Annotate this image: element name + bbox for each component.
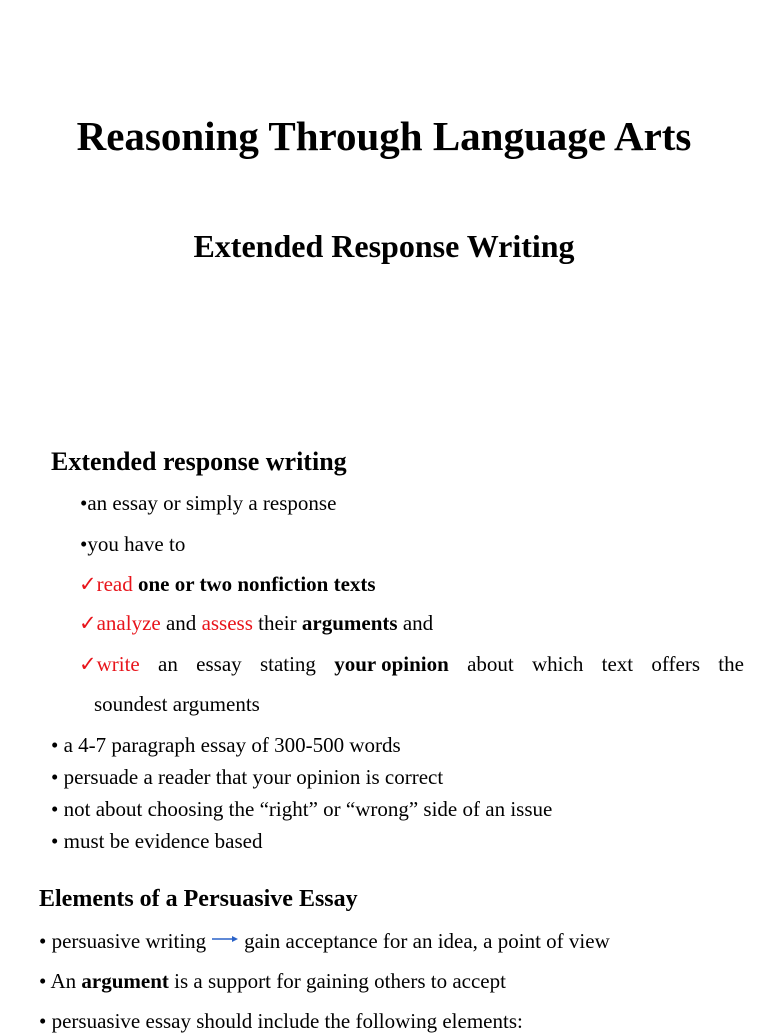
bullet-icon: • [39, 929, 47, 953]
check-item-write-continued: soundest arguments [94, 692, 260, 716]
list-item: • An argument is a support for gaining others to accept [39, 969, 506, 993]
list-item: • persuade a reader that your opinion is correct [51, 765, 444, 789]
check-item-write: ✓write an essay stating your opinion about which text offers the [79, 652, 744, 676]
list-item: • persuasive essay should include the following elements: [39, 1009, 523, 1033]
checkmark-icon: ✓ [79, 652, 97, 676]
list-item: • a 4-7 paragraph essay of 300-500 words [51, 733, 401, 757]
list-item: • must be evidence based [51, 829, 263, 853]
bullet-icon: • [39, 1009, 47, 1033]
checkmark-icon: ✓ [79, 611, 97, 635]
bullet-icon: • [51, 765, 59, 789]
arrow-right-icon [212, 934, 238, 944]
list-item: •you have to [80, 532, 186, 556]
bullet-icon: • [39, 969, 47, 993]
section-heading-persuasive-elements: Elements of a Persuasive Essay [39, 886, 358, 912]
check-item-analyze: ✓analyze and assess their arguments and [79, 611, 434, 635]
list-item: •an essay or simply a response [80, 491, 337, 515]
bullet-icon: • [80, 491, 88, 515]
page-title: Reasoning Through Language Arts [76, 113, 692, 159]
list-item: • persuasive writing gain acceptance for an idea, a point of view [39, 929, 610, 953]
list-item: • not about choosing the “right” or “wrong” side of an issue [51, 797, 553, 821]
section-heading-extended-response: Extended response writing [51, 447, 347, 476]
bullet-icon: • [80, 532, 88, 556]
checkmark-icon: ✓ [79, 572, 97, 596]
bullet-icon: • [51, 829, 59, 853]
bullet-icon: • [51, 733, 59, 757]
check-item-read: ✓read one or two nonfiction texts [79, 572, 376, 596]
page-subtitle: Extended Response Writing [193, 228, 575, 264]
bullet-icon: • [51, 797, 59, 821]
